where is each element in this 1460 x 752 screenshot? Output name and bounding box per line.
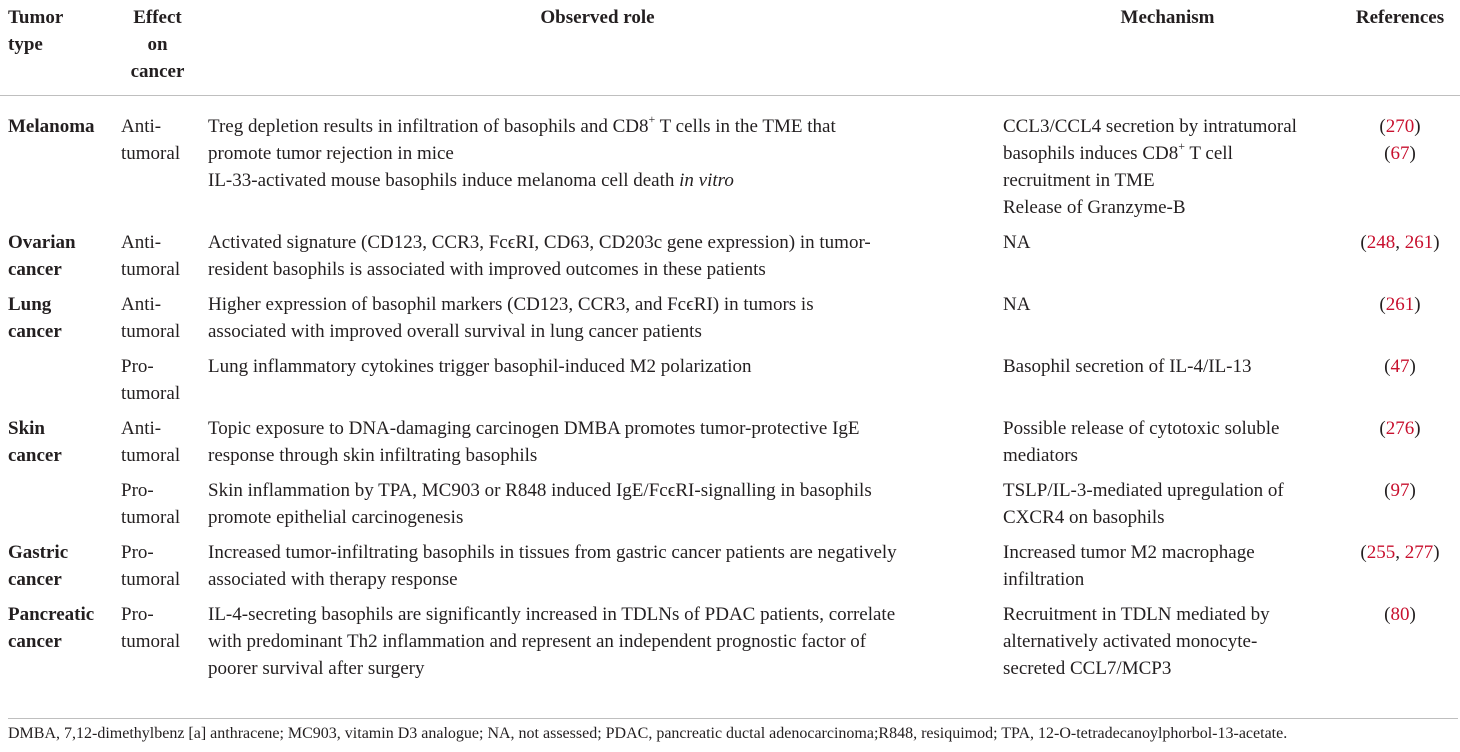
observed-role-cell: Higher expression of basophil markers (CD123, CCR3, and FcϵRI) in tumors is associated with improved overall survival in lung cancer patients xyxy=(208,294,814,342)
effect-cell: Anti- tumoral xyxy=(121,116,181,164)
table-row xyxy=(0,539,1460,601)
observed-role-cell: Lung inflammatory cytokines trigger basophil-induced M2 polarization xyxy=(208,356,752,377)
effect-cell: Pro- tumoral xyxy=(121,356,181,404)
reference-link[interactable]: 47 xyxy=(1390,356,1410,377)
reference-link[interactable]: 97 xyxy=(1390,480,1410,501)
references-cell: (261) xyxy=(1379,294,1421,315)
observed-role-cell: Skin inflammation by TPA, MC903 or R848 induced IgE/FcϵRI-signalling in basophils promote epithelial carcinogenesis xyxy=(208,480,872,528)
mechanism-cell: NA xyxy=(1003,294,1031,315)
table-row xyxy=(0,291,1460,353)
header-observed-role: Observed role xyxy=(200,0,995,96)
references-cell: (255, 277) xyxy=(1360,542,1440,563)
table-footnote: DMBA, 7,12-dimethylbenz [a] anthracene; MC903, vitamin D3 analogue; NA, not assessed; PDAC, pancreatic ductal adenocarcinoma;R848, resiquimod; TPA, 12-O-tetradecanoylphorbol-13-acetate. xyxy=(8,718,1458,745)
references-cell: (47) xyxy=(1384,356,1416,377)
tumor-type-cell: Ovarian cancer xyxy=(8,232,76,280)
mechanism-cell: TSLP/IL-3-mediated upregulation of CXCR4 on basophils xyxy=(1003,480,1284,528)
tumor-type-cell: Lung cancer xyxy=(8,294,62,342)
header-tumor-type: Tumor type xyxy=(0,0,115,96)
header-references: References xyxy=(1340,0,1460,96)
reference-link[interactable]: 248 xyxy=(1366,232,1396,253)
observed-role-cell: Treg depletion results in infiltration of basophils and CD8+ T cells in the TME that promote tumor rejection in mice IL-33-activated mouse basophils induce melanoma cell death in vitro xyxy=(208,111,836,191)
references-cell: (270) (67) xyxy=(1379,116,1421,164)
header-effect: Effect on cancer xyxy=(115,0,200,96)
header-row xyxy=(0,0,1460,96)
mechanism-cell: Increased tumor M2 macrophage infiltration xyxy=(1003,542,1255,590)
tumor-type-cell xyxy=(0,353,115,415)
mechanism-cell: NA xyxy=(1003,232,1031,253)
mechanism-cell: Basophil secretion of IL-4/IL-13 xyxy=(1003,356,1252,377)
tumor-type-cell: Skin cancer xyxy=(8,418,62,466)
observed-role-cell: Increased tumor-infiltrating basophils in tissues from gastric cancer patients are negatively associated with therapy response xyxy=(208,542,897,590)
table-row xyxy=(0,477,1460,539)
tumor-type-cell: Pancreatic cancer xyxy=(8,604,95,652)
effect-cell: Anti- tumoral xyxy=(121,232,181,280)
reference-link[interactable]: 67 xyxy=(1390,143,1410,164)
references-cell: (248, 261) xyxy=(1360,232,1440,253)
reference-link[interactable]: 261 xyxy=(1385,294,1415,315)
header-mechanism: Mechanism xyxy=(995,0,1340,96)
reference-link[interactable]: 270 xyxy=(1385,116,1415,137)
effect-cell: Pro- tumoral xyxy=(121,480,181,528)
references-cell: (80) xyxy=(1384,604,1416,625)
reference-link[interactable]: 255 xyxy=(1366,542,1396,563)
effect-cell: Pro- tumoral xyxy=(121,542,181,590)
tumor-type-cell xyxy=(0,477,115,539)
mechanism-cell: CCL3/CCL4 secretion by intratumoral basophils induces CD8+ T cell recruitment in TME Release of Granzyme-B xyxy=(1003,116,1297,218)
references-cell: (276) xyxy=(1379,418,1421,439)
references-cell: (97) xyxy=(1384,480,1416,501)
reference-link[interactable]: 276 xyxy=(1385,418,1415,439)
tumor-type-cell: Melanoma xyxy=(8,116,95,137)
effect-cell: Anti- tumoral xyxy=(121,418,181,466)
effect-cell: Anti- tumoral xyxy=(121,294,181,342)
reference-link[interactable]: 80 xyxy=(1390,604,1410,625)
reference-link[interactable]: 261 xyxy=(1404,232,1434,253)
mechanism-cell: Recruitment in TDLN mediated by alternatively activated monocyte- secreted CCL7/MCP3 xyxy=(1003,604,1270,679)
table-row xyxy=(0,229,1460,291)
effect-cell: Pro- tumoral xyxy=(121,604,181,652)
observed-role-cell: IL-4-secreting basophils are significantly increased in TDLNs of PDAC patients, correlate with predominant Th2 inflammation and represent an independent prognostic factor of poorer survival after surgery xyxy=(208,604,896,679)
table-row xyxy=(0,96,1460,230)
observed-role-cell: Activated signature (CD123, CCR3, FcϵRI, CD63, CD203c gene expression) in tumor- resident basophils is associated with improved outcomes in these patients xyxy=(208,232,871,280)
mechanism-cell: Possible release of cytotoxic soluble mediators xyxy=(1003,418,1280,466)
table-row xyxy=(0,353,1460,415)
table-row xyxy=(0,415,1460,477)
tumor-type-cell: Gastric cancer xyxy=(8,542,69,590)
table-row xyxy=(0,601,1460,690)
observed-role-cell: Topic exposure to DNA-damaging carcinogen DMBA promotes tumor-protective IgE response through skin infiltrating basophils xyxy=(208,418,860,466)
reference-link[interactable]: 277 xyxy=(1404,542,1434,563)
